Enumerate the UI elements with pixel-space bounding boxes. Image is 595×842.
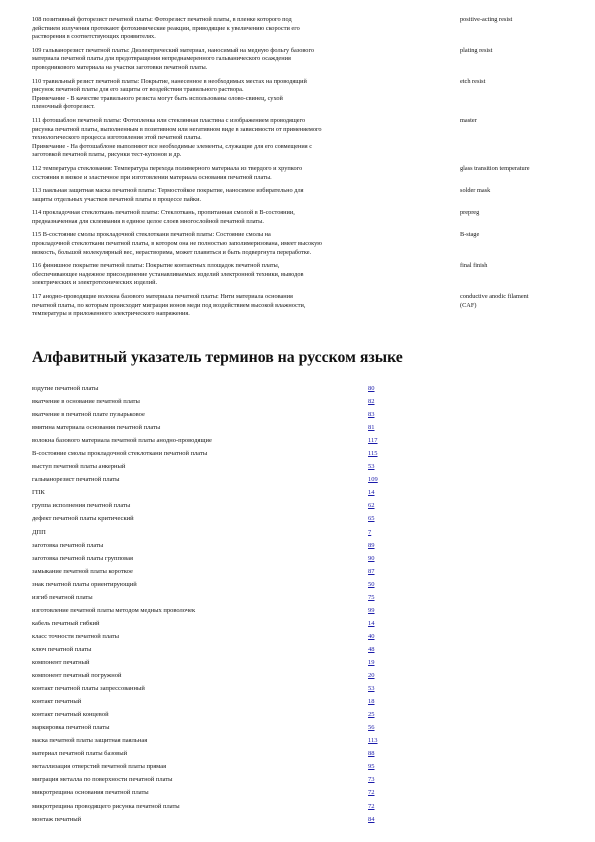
term-entry [32, 231, 572, 257]
index-page-link[interactable]: 115 [368, 450, 378, 458]
index-row [32, 708, 392, 721]
index-page-link[interactable]: 72 [368, 802, 375, 810]
index-row [32, 395, 392, 408]
definition-line: 111 фотошаблон печатной платы: Фотопленка или стеклянная пластина с изображением проводящего [32, 116, 306, 124]
definition-line: предназначенная для склеивания в единое целое слоев многослойной печатной платы. [32, 217, 264, 225]
index-page-link[interactable]: 18 [368, 698, 375, 706]
definition-line: рисунок печатной платы для его защиты от воздействия травильного раствора. [32, 86, 244, 94]
term-definition [32, 47, 456, 73]
index-page-link[interactable]: 65 [368, 515, 375, 523]
index-row [32, 773, 392, 786]
english-equivalent [456, 165, 572, 182]
index-term: компонент печатный погружной [32, 672, 122, 680]
term-definitions [32, 16, 572, 324]
english-equivalent [456, 231, 572, 257]
index-row [32, 434, 392, 447]
index-term: контакт печатный концевой [32, 711, 109, 719]
index-row [32, 460, 392, 473]
index-term: миграция металла по поверхности печатной платы [32, 776, 173, 784]
definition-line: печатной платы, по которым происходит миграция ионов меди под воздействием высокой влажности, [32, 301, 306, 309]
definition-line: состояния в вязкое и эластичное при изготовлении материала основания печатной платы. [32, 173, 272, 181]
index-page-link[interactable]: 84 [368, 815, 375, 823]
term-definition [32, 117, 456, 160]
index-page-link[interactable]: 88 [368, 750, 375, 758]
definition-line: материала печатной платы для предотвращения непреднамеренного гальванического осаждения [32, 55, 291, 63]
definition-line: заготовкой печатной платы, рисунки тест-купонов и др. [32, 151, 182, 159]
definition-line: растворения в соответствующих проявителях. [32, 33, 156, 41]
index-term: материал печатной платы базовый [32, 750, 128, 758]
index-row [32, 747, 392, 760]
index-row [32, 643, 392, 656]
alphabetical-index [32, 382, 392, 826]
index-row [32, 760, 392, 773]
index-row [32, 721, 392, 734]
index-page-link[interactable]: 117 [368, 437, 378, 445]
index-term: волокна базового материала печатной платы анодно-проводящие [32, 437, 212, 445]
index-term: дефект печатной платы критический [32, 515, 134, 523]
index-page-link[interactable]: 113 [368, 737, 378, 745]
index-row [32, 656, 392, 669]
term-definition [32, 78, 456, 112]
term-entry [32, 78, 572, 112]
definition-line: действием излучения протекают фотохимические реакции, приводящие к увеличению скорости его [32, 24, 300, 32]
english-term-line: plating resist [460, 46, 493, 54]
definition-line: Примечание - В качестве травильного резиста могут быть использованы олово-свинец, сухой [32, 94, 283, 102]
term-definition [32, 231, 456, 257]
english-equivalent [456, 187, 572, 204]
definition-line: пленочный фоторезист. [32, 103, 95, 111]
index-page-link[interactable]: 40 [368, 632, 375, 640]
index-term: маска печатной платы защитная паяльная [32, 737, 148, 745]
index-title: Алфавитный указатель терминов на русском языке [32, 349, 403, 366]
index-page-link[interactable]: 56 [368, 724, 375, 732]
term-definition [32, 187, 456, 204]
english-term-line: final finish [460, 262, 488, 270]
term-entry [32, 209, 572, 226]
index-page-link[interactable]: 73 [368, 776, 375, 784]
index-row [32, 800, 392, 813]
term-definition [32, 16, 456, 42]
index-page-link[interactable]: 62 [368, 502, 375, 510]
index-row [32, 447, 392, 460]
index-term: ГПК [32, 489, 45, 497]
english-equivalent [456, 78, 572, 112]
index-page-link[interactable]: 82 [368, 398, 375, 406]
definition-line: 112 температура стеклования: Температура перехода полимерного материала из твердого и хрупкого [32, 164, 303, 172]
definition-line: 113 паяльная защитная маска печатной платы: Термостойкое покрытие, наносимое избирательно для [32, 187, 304, 195]
english-equivalent [456, 293, 572, 319]
index-term: замыкание печатной платы короткое [32, 567, 133, 575]
term-entry [32, 293, 572, 319]
english-equivalent [456, 209, 572, 226]
term-definition [32, 262, 456, 288]
term-entry [32, 262, 572, 288]
index-term: В-состояние смолы прокладочной стеклоткани печатной платы [32, 450, 208, 458]
index-term: контакт печатный [32, 698, 82, 706]
index-row [32, 473, 392, 486]
english-equivalent [456, 262, 572, 288]
definition-line: технологического процесса изготовления этой печатной платы. [32, 134, 202, 142]
term-entry [32, 117, 572, 160]
index-row [32, 669, 392, 682]
index-page-link[interactable]: 81 [368, 424, 375, 432]
index-page-link[interactable]: 19 [368, 659, 375, 666]
index-row [32, 682, 392, 695]
index-term: кабель печатный гибкий [32, 619, 100, 627]
english-term-line: prepreg [460, 209, 480, 217]
definition-line: вязкость, большой молекулярный вес, нерастворима, может плавиться и быть подвергнута переработке. [32, 248, 312, 256]
index-row [32, 695, 392, 708]
definition-line: обеспечивающее надежное присоединение устанавливаемых изделий электронной техники, выводов [32, 270, 304, 278]
index-term: группа исполнения печатной платы [32, 502, 131, 510]
index-term: выступ печатной платы анкерный [32, 463, 126, 471]
index-term: вкатчение в основание печатной платы [32, 398, 140, 406]
index-term: знак печатной платы ориентирующий [32, 580, 137, 588]
index-row [32, 512, 392, 525]
index-term: микротрещина основания печатной платы [32, 789, 149, 797]
english-term-line: glass transition temperature [460, 164, 530, 172]
english-term-line: etch resist [460, 77, 486, 85]
index-page-link[interactable]: 75 [368, 593, 375, 601]
index-row [32, 604, 392, 617]
index-row [32, 539, 392, 552]
definition-line: рисунка печатной платы, выполненным в позитивном или негативном виде в зависимости от применяемого [32, 125, 322, 133]
index-page-link[interactable]: 90 [368, 554, 375, 562]
english-term-line: positive-acting resist [460, 16, 513, 23]
index-term: монтаж печатный [32, 815, 82, 823]
definition-line: 108 позитивный фоторезист печатной платы: Фоторезист печатной платы, в пленке которого под [32, 16, 292, 23]
term-entry [32, 47, 572, 73]
index-row [32, 630, 392, 643]
index-term: ключ печатной платы [32, 645, 92, 653]
english-equivalent [456, 16, 572, 42]
definition-line: 109 гальванорезист печатной платы: Диэлектрический материал, наносимый на медную фольгу базового [32, 46, 315, 54]
index-row [32, 526, 392, 539]
index-row [32, 578, 392, 591]
index-term: вздутие печатной платы [32, 385, 99, 393]
index-row [32, 813, 392, 826]
index-term: изгиб печатной платы [32, 593, 93, 601]
index-row [32, 499, 392, 512]
definition-line: 116 финишное покрытие печатной платы: Покрытие контактных площадок печатной платы, [32, 262, 280, 270]
index-term: вмятина материала основания печатной платы [32, 424, 161, 432]
definition-line: 114 прокладочная стеклоткань печатной платы: Стеклоткань, пропитанная смолой в В-состоянии, [32, 209, 295, 217]
english-term-line: conductive anodic filament [460, 293, 529, 301]
english-equivalent [456, 47, 572, 73]
index-row [32, 591, 392, 604]
index-term: изготовление печатной платы методом медных проволочек [32, 606, 196, 614]
index-term: гальванорезист печатной платы [32, 476, 120, 484]
definition-line: температуры и приложенного электрического напряжения. [32, 310, 190, 318]
index-row [32, 421, 392, 434]
term-definition [32, 165, 456, 182]
index-page-link[interactable]: 95 [368, 763, 375, 771]
english-term-line: solder mask [460, 187, 491, 195]
index-page-link[interactable]: 83 [368, 411, 375, 419]
english-term-line: master [460, 116, 477, 124]
index-row [32, 617, 392, 630]
term-entry [32, 187, 572, 204]
definition-line: 117 анодно-проводящие волокна базового материала печатной платы: Нити материала основания [32, 293, 293, 301]
index-page-link[interactable]: 89 [368, 541, 375, 549]
index-row [32, 565, 392, 578]
index-row [32, 734, 392, 747]
index-term: заготовка печатной платы [32, 541, 104, 549]
index-term: вкатчение в печатной плате пузырьковое [32, 411, 145, 419]
index-term: контакт печатной платы запрессованный [32, 685, 145, 693]
term-definition [32, 293, 456, 319]
definition-line: Примечание - На фотошаблоне выполняют все необходимые элементы, служащие для его совмещения с [32, 142, 313, 150]
english-term-line: B-stage [460, 231, 480, 239]
index-term: металлизация отверстий печатной платы прямая [32, 763, 167, 771]
index-page-link[interactable]: 72 [368, 789, 375, 797]
index-page-link[interactable]: 50 [368, 580, 375, 588]
index-page-link[interactable]: 20 [368, 672, 375, 680]
definition-line: прокладочной стеклоткани печатной платы, в котором она не полностью заполимеризована, имеет высокую [32, 240, 322, 248]
index-row [32, 486, 392, 499]
term-definition [32, 209, 456, 226]
index-term: микротрещина проводящего рисунка печатной платы [32, 802, 180, 810]
index-term: заготовка печатной платы групповая [32, 554, 134, 562]
index-page-link[interactable]: 14 [368, 619, 375, 627]
index-page-link[interactable]: 53 [368, 685, 375, 693]
index-term: компонент печатный [32, 659, 90, 666]
definition-line: 115 В-состояние смолы прокладочной стеклоткани печатной платы: Состояние смолы на [32, 231, 271, 239]
definition-line: защиты отдельных участков печатной платы в процессе пайки. [32, 195, 202, 203]
index-row [32, 552, 392, 565]
term-entry [32, 165, 572, 182]
index-page-link[interactable]: 87 [368, 567, 375, 575]
index-term: ДПП [32, 528, 46, 536]
index-term: класс точности печатной платы [32, 632, 120, 640]
english-term-line: (CAF) [460, 301, 477, 309]
index-page-link[interactable]: 25 [368, 711, 375, 719]
term-entry [32, 16, 572, 42]
index-row [32, 382, 392, 395]
index-page-link[interactable]: 99 [368, 606, 375, 614]
index-page-link[interactable]: 48 [368, 645, 375, 653]
definition-line: электрических и электротехнических изделий. [32, 279, 158, 287]
definition-line: 110 травильный резист печатной платы: Покрытие, нанесенное в необходимых местах на проводящий [32, 77, 307, 85]
index-term: маркировка печатной платы [32, 724, 110, 732]
index-page-link[interactable]: 14 [368, 489, 375, 497]
index-page-link[interactable]: 7 [368, 528, 372, 536]
index-page-link[interactable]: 109 [368, 476, 378, 484]
index-page-link[interactable]: 53 [368, 463, 375, 471]
index-page-link[interactable]: 80 [368, 385, 375, 393]
definition-line: проводникового материала на участки заготовки печатной платы. [32, 63, 208, 71]
index-row [32, 786, 392, 799]
english-equivalent [456, 117, 572, 160]
index-row [32, 408, 392, 421]
